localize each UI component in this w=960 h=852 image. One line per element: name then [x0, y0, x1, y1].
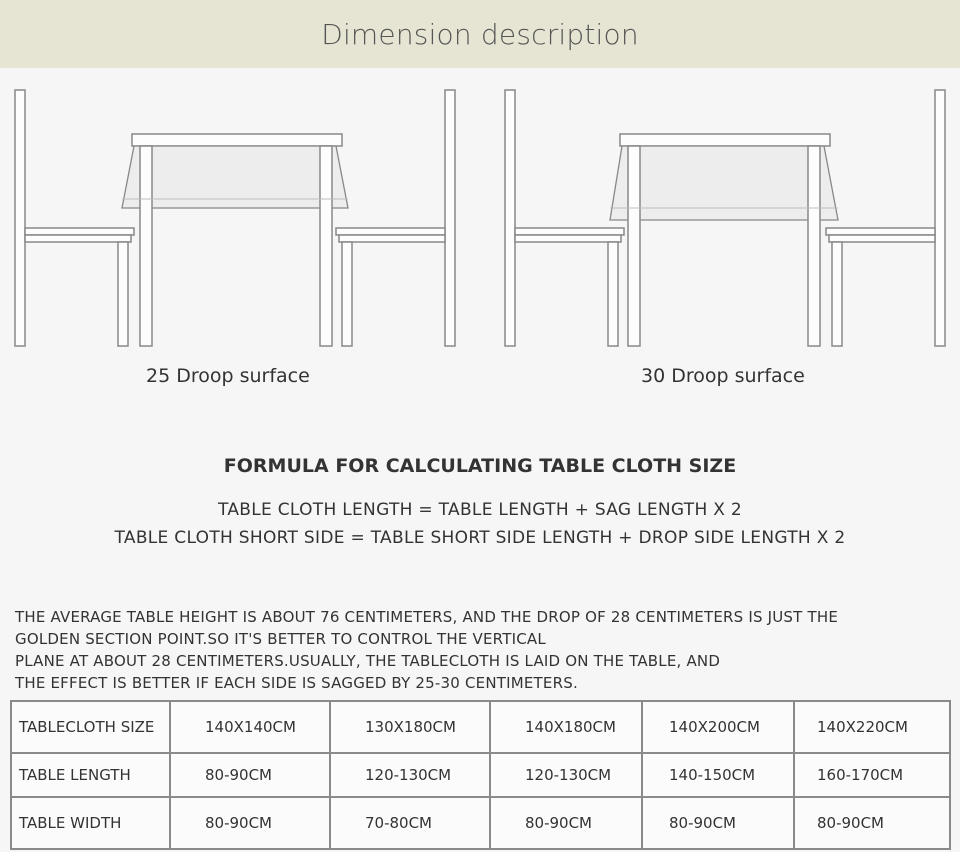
table-cell: 120-130CM: [330, 753, 490, 797]
formula-line-length: TABLE CLOTH LENGTH = TABLE LENGTH + SAG LENGTH X 2: [217, 500, 742, 520]
table-row-table-width: [11, 797, 950, 849]
table-illustration-25-droop: [10, 86, 470, 351]
table-row-table-length: [11, 753, 950, 797]
table-cell: 120-130CM: [490, 753, 642, 797]
row-header: TABLE WIDTH: [11, 797, 170, 849]
formula-line-short-side: TABLE CLOTH SHORT SIDE = TABLE SHORT SIDE LENGTH + DROP SIDE LENGTH X 2: [114, 528, 846, 548]
row-header: TABLE LENGTH: [11, 753, 170, 797]
table-cell: 160-170CM: [794, 753, 950, 797]
table-cell: 80-90CM: [794, 797, 950, 849]
note-line: GOLDEN SECTION POINT.SO IT'S BETTER TO CONTROL THE VERTICAL: [15, 630, 546, 648]
formula-title: FORMULA FOR CALCULATING TABLE CLOTH SIZE: [223, 455, 737, 477]
caption-30-droop: 30 Droop surface: [641, 365, 805, 387]
table-cell: 140X140CM: [170, 701, 330, 753]
table-cell: 140X200CM: [642, 701, 794, 753]
caption-25-droop: 25 Droop surface: [146, 365, 310, 387]
table-chairs-drawing-25: [10, 86, 470, 351]
table-cell: 80-90CM: [170, 797, 330, 849]
note-line: PLANE AT ABOUT 28 CENTIMETERS.USUALLY, THE TABLECLOTH IS LAID ON THE TABLE, AND: [15, 652, 721, 670]
note-line: THE EFFECT IS BETTER IF EACH SIDE IS SAGGED BY 25-30 CENTIMETERS.: [15, 674, 578, 692]
table-cell: 140-150CM: [642, 753, 794, 797]
banner-title: Dimension description: [321, 17, 639, 51]
size-table: [10, 700, 951, 850]
table-cell: 140X220CM: [794, 701, 950, 753]
row-header: TABLECLOTH SIZE: [11, 701, 170, 753]
table-cell: 140X180CM: [490, 701, 642, 753]
table-cell: 80-90CM: [642, 797, 794, 849]
table-cell: 70-80CM: [330, 797, 490, 849]
header-banner: [0, 0, 960, 68]
note-line: THE AVERAGE TABLE HEIGHT IS ABOUT 76 CENTIMETERS, AND THE DROP OF 28 CENTIMETERS IS JUST THE: [15, 608, 839, 626]
table-illustration-30-droop: [500, 86, 960, 351]
table-cell: 130X180CM: [330, 701, 490, 753]
table-row-tablecloth-size: [11, 701, 950, 753]
table-chairs-drawing-30: [500, 86, 960, 351]
table-cell: 80-90CM: [170, 753, 330, 797]
table-cell: 80-90CM: [490, 797, 642, 849]
